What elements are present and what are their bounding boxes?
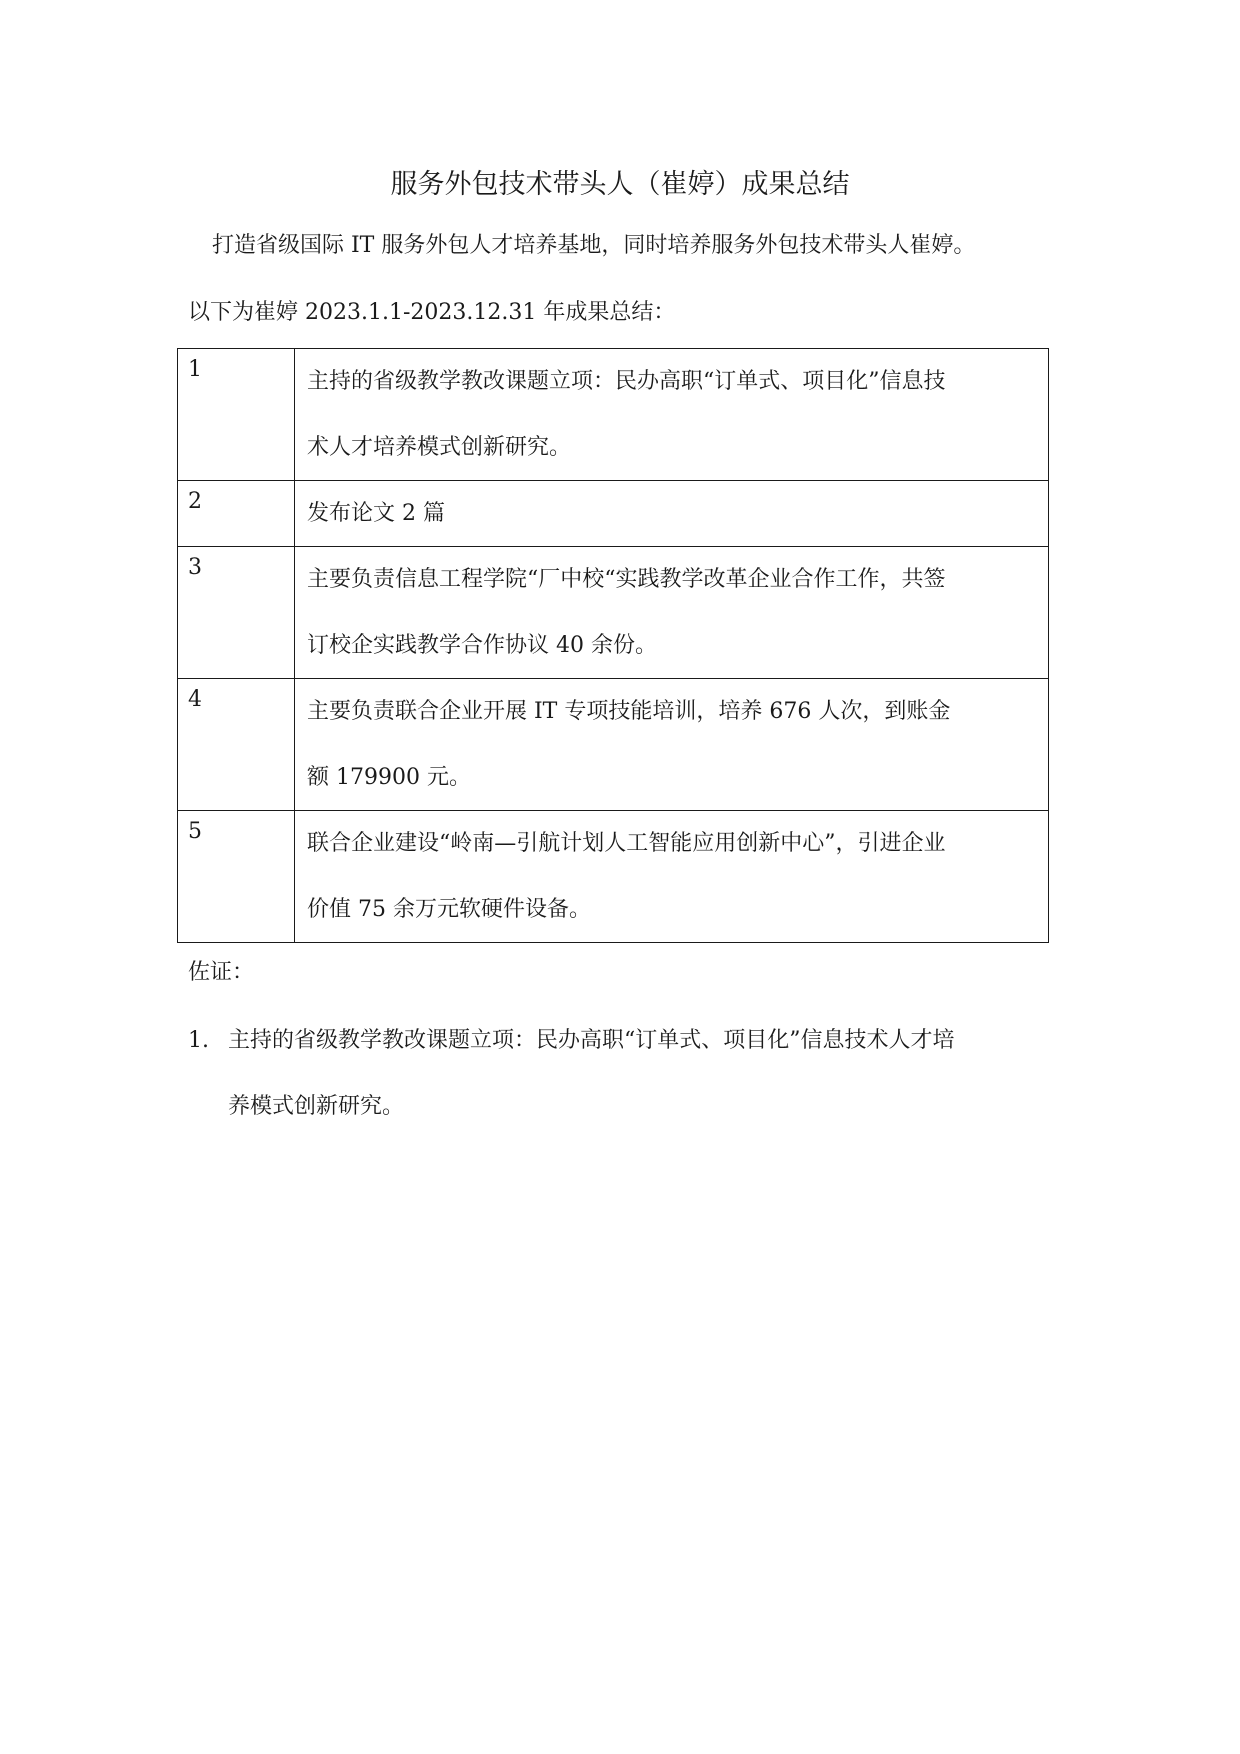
row-content-line: 联合企业建设“岭南—引航计划人工智能应用创新中心”，引进企业 — [307, 831, 946, 856]
table-row — [178, 811, 1049, 943]
table-row — [178, 481, 1049, 547]
document-title: 服务外包技术带头人（崔婷）成果总结 — [390, 169, 850, 200]
row-content — [295, 811, 1049, 943]
row-number: 1 — [178, 349, 295, 481]
row-content — [295, 679, 1049, 811]
row-content-line: 订校企实践教学合作协议 40 余份。 — [307, 633, 657, 658]
evidence-line: 养模式创新研究。 — [228, 1094, 405, 1119]
evidence-index: 1. — [188, 1028, 209, 1053]
results-table — [177, 348, 1049, 943]
table-row — [178, 547, 1049, 679]
row-content-line: 价值 75 余万元软硬件设备。 — [307, 897, 591, 922]
summary-intro: 以下为崔婷 2023.1.1-2023.12.31 年成果总结： — [188, 300, 676, 325]
row-content-line: 发布论文 2 篇 — [307, 501, 445, 526]
evidence-label: 佐证： — [188, 960, 255, 985]
intro-paragraph: 打造省级国际 IT 服务外包人才培养基地，同时培养服务外包技术带头人崔婷。 — [212, 233, 976, 258]
row-content-line: 主持的省级教学教改课题立项：民办高职“订单式、项目化”信息技 — [307, 369, 946, 394]
row-content-line: 术人才培养模式创新研究。 — [307, 435, 572, 460]
row-content-line: 额 179900 元。 — [307, 765, 471, 790]
row-content — [295, 349, 1049, 481]
row-number: 5 — [178, 811, 295, 943]
row-number: 2 — [178, 481, 295, 547]
table-row — [178, 679, 1049, 811]
row-content — [295, 547, 1049, 679]
row-number: 4 — [178, 679, 295, 811]
row-content — [295, 481, 1049, 547]
row-content-line: 主要负责联合企业开展 IT 专项技能培训，培养 676 人次，到账金 — [307, 699, 951, 724]
evidence-line: 主持的省级教学教改课题立项：民办高职“订单式、项目化”信息技术人才培 — [228, 1028, 955, 1053]
row-content-line: 主要负责信息工程学院“厂中校“实践教学改革企业合作工作，共签 — [307, 567, 946, 592]
table-row — [178, 349, 1049, 481]
row-number: 3 — [178, 547, 295, 679]
